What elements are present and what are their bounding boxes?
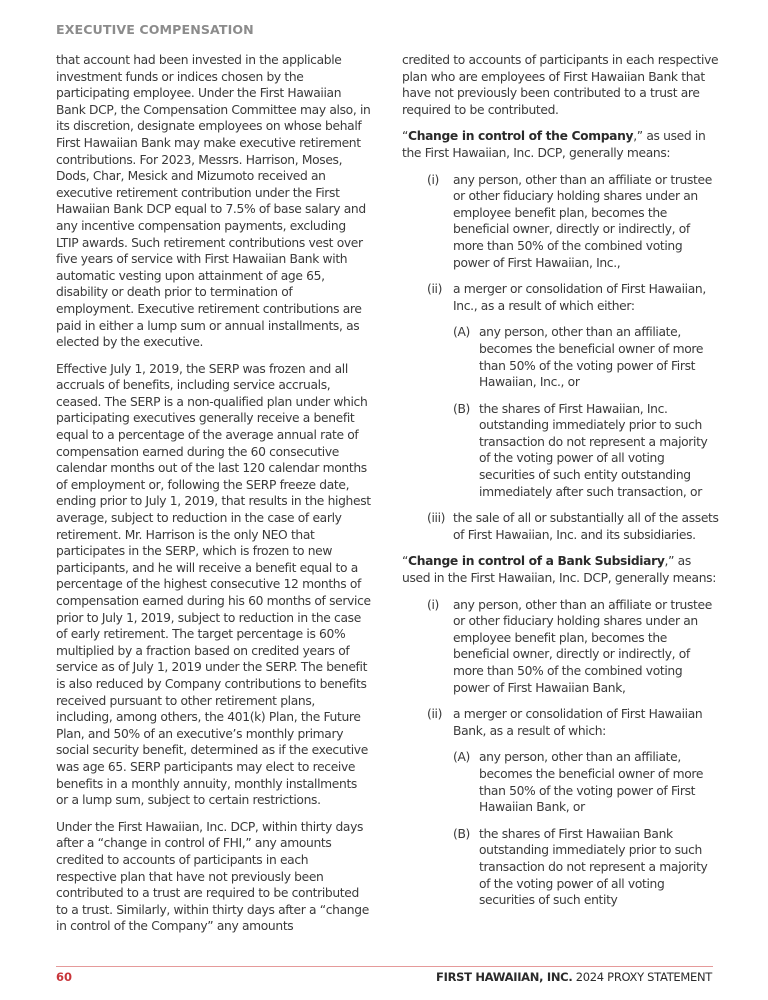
list-item-text: the shares of First Hawaiian Bank outstanding immediately prior to such transaction do not represent a majority of the voting power of all voting securities of such entity — [479, 826, 708, 908]
list-item-text: any person, other than an affiliate or trustee or other fiduciary holding shares under an employee benefit plan, becomes the beneficial owner, directly or indirectly, of more than 50% of the combined voting power of First Hawaiian, Inc., — [453, 172, 712, 270]
list-item-text: the sale of all or substantially all of the assets of First Hawaiian, Inc. and its subsidiaries. — [453, 511, 719, 542]
definition-list — [402, 597, 720, 909]
defined-term: Change in control of a Bank Subsidiary — [408, 554, 665, 569]
paragraph-continuation: credited to accounts of participants in each respective plan who are employees of First Hawaiian Bank that have not previously been contributed to a trust are required to be contributed. — [402, 53, 719, 117]
open-quote: “ — [402, 554, 409, 569]
list-item — [402, 172, 720, 272]
definition-company — [402, 128, 720, 161]
right-column — [402, 52, 720, 919]
sub-list-item — [453, 324, 720, 390]
list-marker: (A) — [453, 750, 470, 765]
paragraph-dcp-contributions: that account had been invested in the applicable investment funds or indices chosen by the participating employee. Under the First Hawaiian Bank DCP, the Compensation Committee may also, in its discretion, designate employees on whose behalf First Hawaiian Bank may make executive retirement contributions. For 2023, Messrs. Harrison, Moses, Dods, Char, Mesick and Mizumoto received an executive retirement contribution under the First Hawaiian Bank DCP equal to 7.5% of base salary and any incentive compensation payments, excluding LTIP awards. Such retirement contributions vest over five years of service with First Hawaiian Bank with automatic vesting upon attainment of age 65, disability or death prior to termination of employment. Executive retirement contributions are paid in either a lump sum or annual installments, as elected by the executive. — [56, 53, 371, 350]
list-item-text: any person, other than an affiliate or trustee or other fiduciary holding shares under an employee benefit plan, becomes the beneficial owner, directly or indirectly, of more than 50% of the combined voting power of First Hawaiian Bank, — [453, 597, 712, 695]
footer-document: 2024 PROXY STATEMENT — [572, 970, 712, 984]
definition-list — [402, 172, 720, 544]
sub-list-item — [453, 749, 720, 815]
list-marker: (iii) — [427, 511, 446, 526]
sub-list-item — [453, 401, 720, 501]
list-item-text: a merger or consolidation of First Hawaiian, Inc., as a result of which either: — [453, 282, 706, 313]
list-marker: (B) — [453, 401, 470, 416]
sub-list — [453, 324, 720, 500]
defined-term: Change in control of the Company — [408, 129, 634, 144]
sub-list-item — [453, 826, 720, 909]
list-marker: (A) — [453, 325, 470, 340]
list-marker: (ii) — [427, 282, 443, 297]
footer-title — [436, 970, 712, 984]
list-marker: (ii) — [427, 707, 443, 722]
list-marker: (i) — [427, 172, 439, 187]
footer-divider — [56, 966, 713, 967]
page-number: 60 — [56, 970, 73, 984]
footer-company: FIRST HAWAIIAN, INC. — [436, 970, 573, 984]
paragraph-serp: Effective July 1, 2019, the SERP was frozen and all accruals of benefits, including service accruals, ceased. The SERP is a non-qualified plan under which participating executives generally receive a benefit equal to a percentage of the average annual rate of compensation earned during the 60 consecutive calendar months out of the last 120 calendar months of employment or, following the SERP freeze date, ending prior to July 1, 2019, that results in the highest average, subject to reduction in the case of early retirement. Mr. Harrison is the only NEO that participates in the SERP, which is frozen to new participants, and he will receive a benefit equal to a percentage of the highest consecutive 12 months of compensation earned during his 60 months of service prior to July 1, 2019, subject to reduction in the case of early retirement. The target percentage is 60% multiplied by a fraction based on credited years of service as of July 1, 2019 under the SERP. The benefit is also reduced by Company contributions to benefits received pursuant to other retirement plans, including, among others, the 401(k) Plan, the Future Plan, and 50% of an executive’s monthly primary social security benefit, determined as if the executive was age 65. SERP participants may elect to receive benefits in a monthly annuity, monthly installments or a lump sum, subject to certain restrictions. — [56, 361, 371, 808]
list-item — [402, 510, 720, 543]
list-item-text: any person, other than an affiliate, becomes the beneficial owner of more than 50% of the voting power of First Hawaiian Bank, or — [479, 750, 704, 815]
list-marker: (i) — [427, 597, 439, 612]
list-item-text: a merger or consolidation of First Hawaiian Bank, as a result of which: — [453, 707, 703, 738]
definition-lead: ,” as used in the First Hawaiian, Inc. DCP, generally means: — [402, 554, 716, 586]
list-item-text: any person, other than an affiliate, becomes the beneficial owner of more than 50% of the voting power of First Hawaiian, Inc., or — [479, 325, 704, 390]
paragraph-change-in-control: Under the First Hawaiian, Inc. DCP, within thirty days after a “change in control of FHI,” any amounts credited to accounts of participants in each respective plan that have not previously been contributed to a trust are required to be contributed to a trust. Similarly, within thirty days after a “change in control of the Company” any amounts — [56, 819, 369, 934]
list-marker: (B) — [453, 826, 470, 841]
left-column — [56, 52, 371, 945]
section-header: EXECUTIVE COMPENSATION — [56, 22, 254, 37]
list-item-text: the shares of First Hawaiian, Inc. outstanding immediately prior to such transaction do not represent a majority of the voting power of all voting securities of such entity outstanding immediately after such transaction, or — [479, 401, 708, 499]
definition-lead: ,” as used in the First Hawaiian, Inc. DCP, generally means: — [402, 129, 706, 160]
list-item — [402, 597, 720, 697]
list-item — [402, 706, 720, 909]
sub-list — [453, 749, 720, 908]
list-item — [402, 281, 720, 500]
open-quote: “ — [402, 129, 409, 144]
definition-bank-subsidiary — [402, 553, 720, 586]
